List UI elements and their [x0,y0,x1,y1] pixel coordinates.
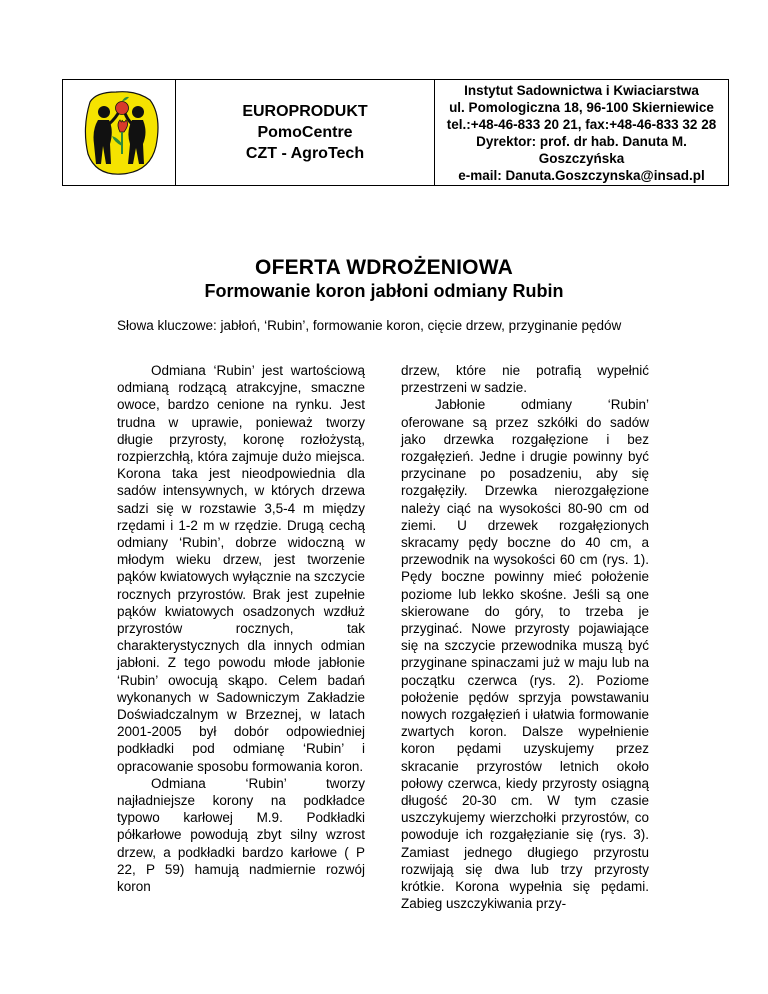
keywords: Słowa kluczowe: jabłoń, ‘Rubin’, formowanie koron, cięcie drzew, przyginanie pędów [117,318,622,333]
institute-email: e-mail: Danuta.Goszczynska@insad.pl [458,167,705,183]
org-line-3: CZT - AgroTech [245,145,365,162]
org-line-1: EUROPRODUKT [242,103,368,120]
org-cell [176,80,435,185]
text-column-left [117,362,365,895]
header-table [62,79,729,186]
paragraph: Odmiana ‘Rubin’ tworzy najładniejsze korony na podkładce typowo karłowej M.9. Podkładki półkarłowe powodują zbyt silny wzrost drzew, a podkładki bardzo karłowe ( P 22, P 59) hamują nadmiernie rozwój koron [117,775,365,895]
institute-cell [435,80,728,185]
institute-address: ul. Pomologiczna 18, 96-100 Skierniewice [449,99,714,115]
org-line-2: PomoCentre [257,124,353,141]
page-subtitle: Formowanie koron jabłoni odmiany Rubin [204,281,564,301]
page-title: OFERTA WDROŻENIOWA [255,256,513,279]
paragraph: Jabłonie odmiany ‘Rubin’ oferowane są przez szkółki do sadów jako drzewka rozgałęzione i bez rozgałęzień. Jedne i drugie powinny być przycinane po posadzeniu, aby się rozgałęziły. Drzewka nierozgałęzione należy ciąć na wysokości 80-90 cm od ziemi. U drzewek rozgałęzionych skracamy pędy boczne do 40 cm, a przewodnik na wysokości 60 cm (rys. 1). Pędy boczne powinny mieć położenie poziome lub lekko skośne. Jeśli są one skierowane do góry, to trzeba je przyginać. Nowe przyrosty pojawiające się na szczycie przewodnika muszą być przyginane spinaczami już w maju lub na początku czerwca (rys. 2). Poziome położenie pędów sprzyja powstawaniu nowych rozgałęzień i ułatwia formowanie zwartych koron. Dalsze wypełnienie koron pędami uzyskujemy przez skracanie przyrostów letnich około połowy czerwca, kiedy przyrosty osiągną długość 20-30 cm. W tym czasie uszczykujemy wierzchołki przyrostów, co powoduje ich rozgałęzianie się (rys. 3). Zamiast jednego długiego przyrostu rozwijają się dwa lub trzy przyrosty krótkie. Korona wypełnia się pędami. Zabieg uszczykiwania przy- [401,397,649,912]
paragraph: Odmiana ‘Rubin’ jest wartościową odmianą rodzącą atrakcyjne, smaczne owoce, bardzo cenione na rynku. Jest trudna w uprawie, ponieważ tworzy długie przyrosty, koronę rozłożystą, rozpierzchłą, która zajmuje dużo miejsca. Korona taka jest nieodpowiednia dla sadów intensywnych, w których drzewa sadzi się w rozstawie 3,5-4 m między rzędami i 1-2 m w rzędzie. Drugą cechą odmiany ‘Rubin’, dobrze widoczną w młodym wieku drzew, jest tworzenie pąków kwiatowych wyłącznie na szczycie rocznych przyrostów. Brak jest zupełnie pąków kwiatowych osadzonych wzdłuż przyrostów rocznych, tak charakterystycznych dla innych odmian jabłoni. Z tego powodu młode jabłonie ‘Rubin’ owocują skąpo. Celem badań wykonanych w Sadowniczym Zakładzie Doświadczalnym w Brzeznej, w latach 2001-2005 był dobór odpowiedniej podkładki pod odmianę ‘Rubin’ i opracowanie sposobu formowania koron. [117,363,365,774]
institute-phone: tel.:+48-46-833 20 21, fax:+48-46-833 32 28 [446,116,717,132]
institute-name: Instytut Sadownictwa i Kwiaciarstwa [464,82,699,98]
logo-cell [63,80,176,185]
institute-director: Dyrektor: prof. dr hab. Danuta M. Goszczyńska [476,133,687,166]
text-column-right [401,362,649,913]
paragraph: drzew, które nie potrafią wypełnić przestrzeni w sadzie. [401,363,649,396]
europrodukt-logo-icon [76,88,162,178]
